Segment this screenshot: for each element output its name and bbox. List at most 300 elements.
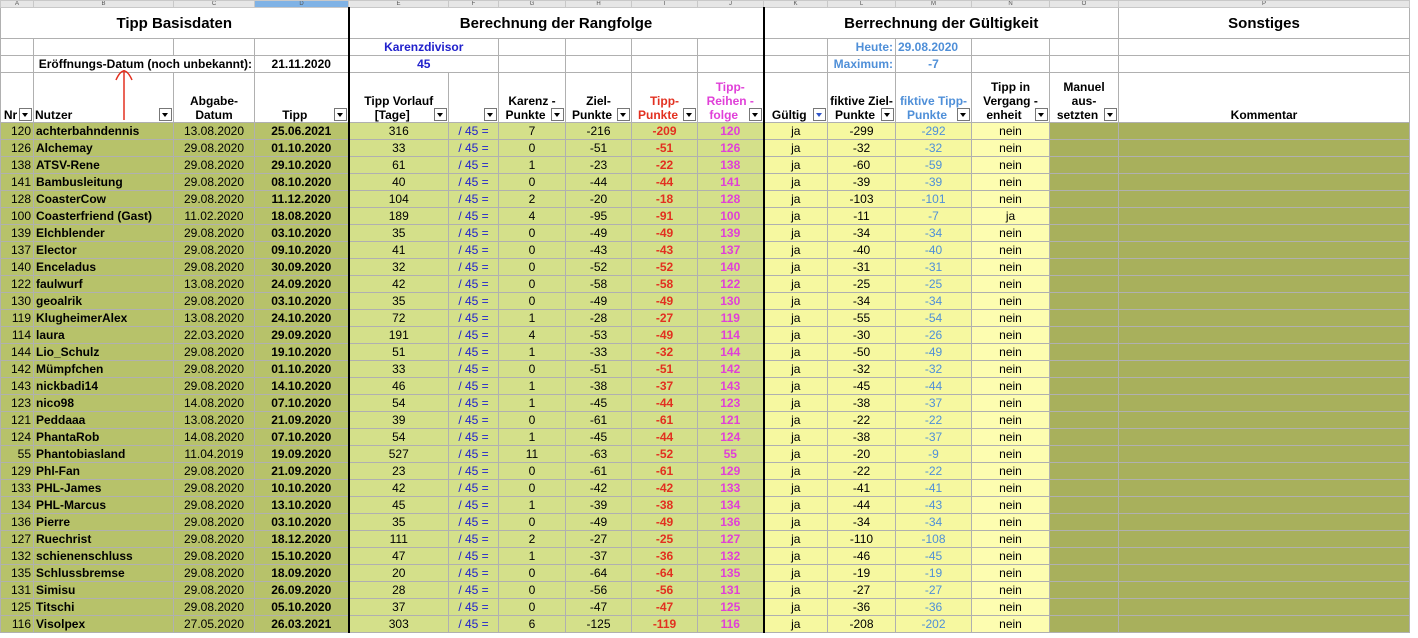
row-kommentar[interactable] bbox=[1119, 344, 1410, 361]
row-abgabe[interactable]: 13.08.2020 bbox=[174, 412, 255, 429]
row-manuel[interactable] bbox=[1050, 174, 1119, 191]
row-fiktive-tipp[interactable]: -292 bbox=[896, 123, 972, 140]
row-vorlauf[interactable]: 54 bbox=[349, 429, 449, 446]
row-ziel[interactable]: -20 bbox=[566, 191, 632, 208]
row-tipp[interactable]: 09.10.2020 bbox=[255, 242, 349, 259]
row-divisor[interactable]: / 45 = bbox=[449, 259, 499, 276]
row-tipp-punkte[interactable]: -49 bbox=[632, 514, 698, 531]
row-ziel[interactable]: -216 bbox=[566, 123, 632, 140]
row-divisor[interactable]: / 45 = bbox=[449, 548, 499, 565]
row-manuel[interactable] bbox=[1050, 225, 1119, 242]
row-fiktive-ziel[interactable]: -36 bbox=[828, 599, 896, 616]
row-nr[interactable]: 129 bbox=[1, 463, 34, 480]
row-fiktive-ziel[interactable]: -60 bbox=[828, 157, 896, 174]
row-kommentar[interactable] bbox=[1119, 446, 1410, 463]
row-karenz[interactable]: 1 bbox=[499, 157, 566, 174]
row-gueltig[interactable]: ja bbox=[764, 582, 828, 599]
row-karenz[interactable]: 1 bbox=[499, 429, 566, 446]
row-abgabe[interactable]: 29.08.2020 bbox=[174, 565, 255, 582]
row-tipp[interactable]: 10.10.2020 bbox=[255, 480, 349, 497]
row-vergangenheit[interactable]: nein bbox=[972, 327, 1050, 344]
row-tipp-punkte[interactable]: -25 bbox=[632, 531, 698, 548]
row-nr[interactable]: 134 bbox=[1, 497, 34, 514]
row-tipp-punkte[interactable]: -37 bbox=[632, 378, 698, 395]
row-nutzer[interactable]: Elector bbox=[34, 242, 174, 259]
row-fiktive-ziel[interactable]: -34 bbox=[828, 225, 896, 242]
row-tipp-punkte[interactable]: -49 bbox=[632, 327, 698, 344]
row-ziel[interactable]: -61 bbox=[566, 412, 632, 429]
row-nr[interactable]: 126 bbox=[1, 140, 34, 157]
row-karenz[interactable]: 0 bbox=[499, 582, 566, 599]
row-nr[interactable]: 116 bbox=[1, 616, 34, 633]
row-vorlauf[interactable]: 527 bbox=[349, 446, 449, 463]
row-fiktive-tipp[interactable]: -43 bbox=[896, 497, 972, 514]
row-fiktive-tipp[interactable]: -34 bbox=[896, 514, 972, 531]
filter-dropdown-icon[interactable] bbox=[957, 108, 970, 121]
row-ziel[interactable]: -63 bbox=[566, 446, 632, 463]
row-fiktive-ziel[interactable]: -46 bbox=[828, 548, 896, 565]
row-reihenfolge[interactable]: 100 bbox=[698, 208, 764, 225]
row-tipp-punkte[interactable]: -18 bbox=[632, 191, 698, 208]
table-row[interactable] bbox=[1, 225, 1410, 242]
column-letter[interactable]: I bbox=[632, 1, 698, 8]
row-kommentar[interactable] bbox=[1119, 599, 1410, 616]
filter-dropdown-icon[interactable] bbox=[19, 108, 32, 121]
row-nr[interactable]: 142 bbox=[1, 361, 34, 378]
row-tipp-punkte[interactable]: -51 bbox=[632, 140, 698, 157]
row-manuel[interactable] bbox=[1050, 463, 1119, 480]
row-divisor[interactable]: / 45 = bbox=[449, 395, 499, 412]
row-gueltig[interactable]: ja bbox=[764, 361, 828, 378]
row-tipp-punkte[interactable]: -43 bbox=[632, 242, 698, 259]
table-row[interactable] bbox=[1, 174, 1410, 191]
row-tipp[interactable]: 15.10.2020 bbox=[255, 548, 349, 565]
table-row[interactable] bbox=[1, 446, 1410, 463]
filter-dropdown-icon[interactable] bbox=[749, 108, 762, 121]
row-karenz[interactable]: 0 bbox=[499, 140, 566, 157]
row-kommentar[interactable] bbox=[1119, 361, 1410, 378]
row-vorlauf[interactable]: 47 bbox=[349, 548, 449, 565]
row-manuel[interactable] bbox=[1050, 616, 1119, 633]
row-fiktive-tipp[interactable]: -37 bbox=[896, 395, 972, 412]
row-vergangenheit[interactable]: nein bbox=[972, 123, 1050, 140]
table-row[interactable] bbox=[1, 378, 1410, 395]
row-tipp-punkte[interactable]: -61 bbox=[632, 412, 698, 429]
row-nutzer[interactable]: achterbahndennis bbox=[34, 123, 174, 140]
table-row[interactable] bbox=[1, 293, 1410, 310]
row-fiktive-ziel[interactable]: -55 bbox=[828, 310, 896, 327]
row-karenz[interactable]: 0 bbox=[499, 225, 566, 242]
table-row[interactable] bbox=[1, 361, 1410, 378]
row-ziel[interactable]: -56 bbox=[566, 582, 632, 599]
row-manuel[interactable] bbox=[1050, 548, 1119, 565]
row-kommentar[interactable] bbox=[1119, 174, 1410, 191]
row-abgabe[interactable]: 29.08.2020 bbox=[174, 293, 255, 310]
table-row[interactable] bbox=[1, 463, 1410, 480]
row-nutzer[interactable]: Lio_Schulz bbox=[34, 344, 174, 361]
row-nr[interactable]: 131 bbox=[1, 582, 34, 599]
row-kommentar[interactable] bbox=[1119, 531, 1410, 548]
row-abgabe[interactable]: 29.08.2020 bbox=[174, 497, 255, 514]
row-karenz[interactable]: 0 bbox=[499, 599, 566, 616]
row-tipp-punkte[interactable]: -91 bbox=[632, 208, 698, 225]
row-manuel[interactable] bbox=[1050, 293, 1119, 310]
row-gueltig[interactable]: ja bbox=[764, 480, 828, 497]
row-nr[interactable]: 119 bbox=[1, 310, 34, 327]
row-manuel[interactable] bbox=[1050, 514, 1119, 531]
column-letter[interactable]: N bbox=[972, 1, 1050, 8]
row-fiktive-ziel[interactable]: -110 bbox=[828, 531, 896, 548]
table-row[interactable] bbox=[1, 208, 1410, 225]
row-divisor[interactable]: / 45 = bbox=[449, 378, 499, 395]
row-vergangenheit[interactable]: nein bbox=[972, 293, 1050, 310]
row-divisor[interactable]: / 45 = bbox=[449, 361, 499, 378]
row-nutzer[interactable]: Schlussbremse bbox=[34, 565, 174, 582]
row-divisor[interactable]: / 45 = bbox=[449, 446, 499, 463]
row-fiktive-tipp[interactable]: -40 bbox=[896, 242, 972, 259]
row-ziel[interactable]: -33 bbox=[566, 344, 632, 361]
row-karenz[interactable]: 0 bbox=[499, 174, 566, 191]
row-tipp[interactable]: 08.10.2020 bbox=[255, 174, 349, 191]
row-reihenfolge[interactable]: 134 bbox=[698, 497, 764, 514]
row-fiktive-ziel[interactable]: -32 bbox=[828, 140, 896, 157]
row-gueltig[interactable]: ja bbox=[764, 446, 828, 463]
row-reihenfolge[interactable]: 55 bbox=[698, 446, 764, 463]
row-ziel[interactable]: -23 bbox=[566, 157, 632, 174]
row-vergangenheit[interactable]: nein bbox=[972, 565, 1050, 582]
row-gueltig[interactable]: ja bbox=[764, 293, 828, 310]
row-tipp[interactable]: 25.06.2021 bbox=[255, 123, 349, 140]
filter-dropdown-icon[interactable] bbox=[617, 108, 630, 121]
table-row[interactable] bbox=[1, 191, 1410, 208]
row-tipp-punkte[interactable]: -36 bbox=[632, 548, 698, 565]
row-vergangenheit[interactable]: nein bbox=[972, 174, 1050, 191]
row-fiktive-ziel[interactable]: -31 bbox=[828, 259, 896, 276]
row-abgabe[interactable]: 29.08.2020 bbox=[174, 361, 255, 378]
row-tipp-punkte[interactable]: -119 bbox=[632, 616, 698, 633]
column-letter[interactable]: L bbox=[828, 1, 896, 8]
row-tipp[interactable]: 19.10.2020 bbox=[255, 344, 349, 361]
row-karenz[interactable]: 1 bbox=[499, 497, 566, 514]
table-row[interactable] bbox=[1, 582, 1410, 599]
filter-dropdown-icon[interactable] bbox=[683, 108, 696, 121]
row-ziel[interactable]: -64 bbox=[566, 565, 632, 582]
row-gueltig[interactable]: ja bbox=[764, 242, 828, 259]
row-nr[interactable]: 120 bbox=[1, 123, 34, 140]
row-fiktive-ziel[interactable]: -39 bbox=[828, 174, 896, 191]
row-divisor[interactable]: / 45 = bbox=[449, 344, 499, 361]
row-gueltig[interactable]: ja bbox=[764, 531, 828, 548]
row-abgabe[interactable]: 29.08.2020 bbox=[174, 582, 255, 599]
eroeffnung-value[interactable]: 21.11.2020 bbox=[255, 56, 349, 73]
row-tipp-punkte[interactable]: -44 bbox=[632, 395, 698, 412]
row-ziel[interactable]: -47 bbox=[566, 599, 632, 616]
row-tipp-punkte[interactable]: -32 bbox=[632, 344, 698, 361]
row-gueltig[interactable]: ja bbox=[764, 412, 828, 429]
table-row[interactable] bbox=[1, 514, 1410, 531]
row-nr[interactable]: 136 bbox=[1, 514, 34, 531]
row-ziel[interactable]: -44 bbox=[566, 174, 632, 191]
table-row[interactable] bbox=[1, 565, 1410, 582]
row-vorlauf[interactable]: 41 bbox=[349, 242, 449, 259]
row-reihenfolge[interactable]: 124 bbox=[698, 429, 764, 446]
row-divisor[interactable]: / 45 = bbox=[449, 463, 499, 480]
row-fiktive-tipp[interactable]: -25 bbox=[896, 276, 972, 293]
row-manuel[interactable] bbox=[1050, 208, 1119, 225]
column-letter[interactable]: K bbox=[764, 1, 828, 8]
row-ziel[interactable]: -49 bbox=[566, 514, 632, 531]
row-nutzer[interactable]: Pierre bbox=[34, 514, 174, 531]
row-karenz[interactable]: 0 bbox=[499, 361, 566, 378]
row-vergangenheit[interactable]: nein bbox=[972, 582, 1050, 599]
row-abgabe[interactable]: 29.08.2020 bbox=[174, 157, 255, 174]
row-gueltig[interactable]: ja bbox=[764, 225, 828, 242]
row-nutzer[interactable]: Simisu bbox=[34, 582, 174, 599]
row-tipp[interactable]: 03.10.2020 bbox=[255, 514, 349, 531]
row-reihenfolge[interactable]: 123 bbox=[698, 395, 764, 412]
row-nutzer[interactable]: nico98 bbox=[34, 395, 174, 412]
row-karenz[interactable]: 1 bbox=[499, 344, 566, 361]
row-kommentar[interactable] bbox=[1119, 242, 1410, 259]
row-divisor[interactable]: / 45 = bbox=[449, 497, 499, 514]
row-fiktive-tipp[interactable]: -54 bbox=[896, 310, 972, 327]
row-nr[interactable]: 132 bbox=[1, 548, 34, 565]
row-reihenfolge[interactable]: 143 bbox=[698, 378, 764, 395]
row-vergangenheit[interactable]: nein bbox=[972, 191, 1050, 208]
row-ziel[interactable]: -49 bbox=[566, 225, 632, 242]
row-kommentar[interactable] bbox=[1119, 327, 1410, 344]
row-reihenfolge[interactable]: 129 bbox=[698, 463, 764, 480]
row-tipp[interactable]: 03.10.2020 bbox=[255, 293, 349, 310]
row-divisor[interactable]: / 45 = bbox=[449, 565, 499, 582]
row-vorlauf[interactable]: 23 bbox=[349, 463, 449, 480]
row-manuel[interactable] bbox=[1050, 378, 1119, 395]
row-abgabe[interactable]: 29.08.2020 bbox=[174, 259, 255, 276]
karenzdivisor-value[interactable]: 45 bbox=[349, 56, 499, 73]
row-divisor[interactable]: / 45 = bbox=[449, 293, 499, 310]
row-abgabe[interactable]: 29.08.2020 bbox=[174, 191, 255, 208]
row-divisor[interactable]: / 45 = bbox=[449, 191, 499, 208]
row-ziel[interactable]: -95 bbox=[566, 208, 632, 225]
row-vergangenheit[interactable]: nein bbox=[972, 157, 1050, 174]
row-fiktive-ziel[interactable]: -19 bbox=[828, 565, 896, 582]
row-gueltig[interactable]: ja bbox=[764, 463, 828, 480]
row-abgabe[interactable]: 29.08.2020 bbox=[174, 174, 255, 191]
table-row[interactable] bbox=[1, 429, 1410, 446]
row-tipp-punkte[interactable]: -22 bbox=[632, 157, 698, 174]
row-vergangenheit[interactable]: nein bbox=[972, 599, 1050, 616]
row-divisor[interactable]: / 45 = bbox=[449, 582, 499, 599]
row-divisor[interactable]: / 45 = bbox=[449, 174, 499, 191]
row-nutzer[interactable]: faulwurf bbox=[34, 276, 174, 293]
table-row[interactable] bbox=[1, 140, 1410, 157]
row-tipp[interactable]: 21.09.2020 bbox=[255, 463, 349, 480]
row-tipp-punkte[interactable]: -61 bbox=[632, 463, 698, 480]
table-row[interactable] bbox=[1, 548, 1410, 565]
row-manuel[interactable] bbox=[1050, 395, 1119, 412]
row-reihenfolge[interactable]: 137 bbox=[698, 242, 764, 259]
row-nutzer[interactable]: CoasterCow bbox=[34, 191, 174, 208]
row-fiktive-tipp[interactable]: -22 bbox=[896, 412, 972, 429]
row-nr[interactable]: 141 bbox=[1, 174, 34, 191]
row-abgabe[interactable]: 29.08.2020 bbox=[174, 514, 255, 531]
row-divisor[interactable]: / 45 = bbox=[449, 140, 499, 157]
row-karenz[interactable]: 4 bbox=[499, 327, 566, 344]
row-tipp[interactable]: 05.10.2020 bbox=[255, 599, 349, 616]
row-manuel[interactable] bbox=[1050, 242, 1119, 259]
row-tipp[interactable]: 19.09.2020 bbox=[255, 446, 349, 463]
table-row[interactable] bbox=[1, 497, 1410, 514]
row-karenz[interactable]: 1 bbox=[499, 548, 566, 565]
row-nutzer[interactable]: KlugheimerAlex bbox=[34, 310, 174, 327]
row-nutzer[interactable]: schienenschluss bbox=[34, 548, 174, 565]
row-tipp[interactable]: 29.09.2020 bbox=[255, 327, 349, 344]
table-row[interactable] bbox=[1, 276, 1410, 293]
row-abgabe[interactable]: 22.03.2020 bbox=[174, 327, 255, 344]
row-vorlauf[interactable]: 46 bbox=[349, 378, 449, 395]
filter-dropdown-icon[interactable] bbox=[484, 108, 497, 121]
row-karenz[interactable]: 0 bbox=[499, 242, 566, 259]
row-nutzer[interactable]: Visolpex bbox=[34, 616, 174, 633]
row-gueltig[interactable]: ja bbox=[764, 497, 828, 514]
row-vorlauf[interactable]: 40 bbox=[349, 174, 449, 191]
row-reihenfolge[interactable]: 144 bbox=[698, 344, 764, 361]
row-tipp[interactable]: 18.08.2020 bbox=[255, 208, 349, 225]
row-nutzer[interactable]: Bambusleitung bbox=[34, 174, 174, 191]
row-reihenfolge[interactable]: 119 bbox=[698, 310, 764, 327]
row-abgabe[interactable]: 29.08.2020 bbox=[174, 140, 255, 157]
row-vorlauf[interactable]: 303 bbox=[349, 616, 449, 633]
column-letter[interactable]: P bbox=[1119, 1, 1410, 8]
row-fiktive-tipp[interactable]: -31 bbox=[896, 259, 972, 276]
row-gueltig[interactable]: ja bbox=[764, 191, 828, 208]
row-tipp-punkte[interactable]: -44 bbox=[632, 174, 698, 191]
row-nutzer[interactable]: Mümpfchen bbox=[34, 361, 174, 378]
row-vorlauf[interactable]: 33 bbox=[349, 361, 449, 378]
row-abgabe[interactable]: 29.08.2020 bbox=[174, 599, 255, 616]
heute-value[interactable]: 29.08.2020 bbox=[896, 39, 972, 56]
row-vorlauf[interactable]: 35 bbox=[349, 225, 449, 242]
row-nutzer[interactable]: Alchemay bbox=[34, 140, 174, 157]
row-tipp[interactable]: 24.09.2020 bbox=[255, 276, 349, 293]
row-reihenfolge[interactable]: 135 bbox=[698, 565, 764, 582]
row-karenz[interactable]: 0 bbox=[499, 276, 566, 293]
table-row[interactable] bbox=[1, 157, 1410, 174]
row-kommentar[interactable] bbox=[1119, 565, 1410, 582]
row-fiktive-ziel[interactable]: -30 bbox=[828, 327, 896, 344]
row-fiktive-tipp[interactable]: -36 bbox=[896, 599, 972, 616]
row-nr[interactable]: 133 bbox=[1, 480, 34, 497]
row-manuel[interactable] bbox=[1050, 310, 1119, 327]
row-vergangenheit[interactable]: nein bbox=[972, 276, 1050, 293]
row-tipp[interactable]: 01.10.2020 bbox=[255, 140, 349, 157]
row-karenz[interactable]: 4 bbox=[499, 208, 566, 225]
row-kommentar[interactable] bbox=[1119, 157, 1410, 174]
row-ziel[interactable]: -125 bbox=[566, 616, 632, 633]
row-abgabe[interactable]: 29.08.2020 bbox=[174, 463, 255, 480]
row-abgabe[interactable]: 29.08.2020 bbox=[174, 344, 255, 361]
row-nutzer[interactable]: PhantaRob bbox=[34, 429, 174, 446]
row-nr[interactable]: 128 bbox=[1, 191, 34, 208]
row-manuel[interactable] bbox=[1050, 412, 1119, 429]
row-abgabe[interactable]: 11.04.2019 bbox=[174, 446, 255, 463]
row-abgabe[interactable]: 11.02.2020 bbox=[174, 208, 255, 225]
row-abgabe[interactable]: 29.08.2020 bbox=[174, 531, 255, 548]
row-kommentar[interactable] bbox=[1119, 140, 1410, 157]
row-fiktive-tipp[interactable]: -26 bbox=[896, 327, 972, 344]
filter-dropdown-icon[interactable] bbox=[881, 108, 894, 121]
row-vorlauf[interactable]: 45 bbox=[349, 497, 449, 514]
row-vergangenheit[interactable]: nein bbox=[972, 480, 1050, 497]
row-kommentar[interactable] bbox=[1119, 616, 1410, 633]
row-nutzer[interactable]: Ruechrist bbox=[34, 531, 174, 548]
row-divisor[interactable]: / 45 = bbox=[449, 412, 499, 429]
row-nutzer[interactable]: Titschi bbox=[34, 599, 174, 616]
row-nr[interactable]: 139 bbox=[1, 225, 34, 242]
column-letter[interactable]: G bbox=[499, 1, 566, 8]
row-divisor[interactable]: / 45 = bbox=[449, 531, 499, 548]
row-tipp-punkte[interactable]: -56 bbox=[632, 582, 698, 599]
row-vergangenheit[interactable]: nein bbox=[972, 531, 1050, 548]
row-vergangenheit[interactable]: nein bbox=[972, 429, 1050, 446]
row-manuel[interactable] bbox=[1050, 429, 1119, 446]
row-tipp-punkte[interactable]: -52 bbox=[632, 446, 698, 463]
row-reihenfolge[interactable]: 131 bbox=[698, 582, 764, 599]
row-gueltig[interactable]: ja bbox=[764, 208, 828, 225]
row-vergangenheit[interactable]: nein bbox=[972, 344, 1050, 361]
table-row[interactable] bbox=[1, 310, 1410, 327]
row-divisor[interactable]: / 45 = bbox=[449, 327, 499, 344]
row-ziel[interactable]: -43 bbox=[566, 242, 632, 259]
row-ziel[interactable]: -42 bbox=[566, 480, 632, 497]
row-tipp[interactable]: 18.12.2020 bbox=[255, 531, 349, 548]
row-fiktive-ziel[interactable]: -44 bbox=[828, 497, 896, 514]
row-fiktive-tipp[interactable]: -34 bbox=[896, 225, 972, 242]
row-vergangenheit[interactable]: nein bbox=[972, 412, 1050, 429]
row-vorlauf[interactable]: 72 bbox=[349, 310, 449, 327]
row-karenz[interactable]: 0 bbox=[499, 293, 566, 310]
row-fiktive-tipp[interactable]: -32 bbox=[896, 140, 972, 157]
row-tipp-punkte[interactable]: -64 bbox=[632, 565, 698, 582]
row-reihenfolge[interactable]: 138 bbox=[698, 157, 764, 174]
row-vorlauf[interactable]: 61 bbox=[349, 157, 449, 174]
row-manuel[interactable] bbox=[1050, 361, 1119, 378]
row-tipp-punkte[interactable]: -52 bbox=[632, 259, 698, 276]
row-manuel[interactable] bbox=[1050, 497, 1119, 514]
row-reihenfolge[interactable]: 122 bbox=[698, 276, 764, 293]
row-vorlauf[interactable]: 37 bbox=[349, 599, 449, 616]
row-nr[interactable]: 123 bbox=[1, 395, 34, 412]
row-nutzer[interactable]: Phl-Fan bbox=[34, 463, 174, 480]
row-gueltig[interactable]: ja bbox=[764, 140, 828, 157]
row-tipp[interactable]: 18.09.2020 bbox=[255, 565, 349, 582]
filter-dropdown-icon[interactable] bbox=[1104, 108, 1117, 121]
row-abgabe[interactable]: 13.08.2020 bbox=[174, 310, 255, 327]
row-kommentar[interactable] bbox=[1119, 225, 1410, 242]
row-divisor[interactable]: / 45 = bbox=[449, 157, 499, 174]
row-tipp[interactable]: 03.10.2020 bbox=[255, 225, 349, 242]
row-karenz[interactable]: 0 bbox=[499, 514, 566, 531]
row-vergangenheit[interactable]: nein bbox=[972, 225, 1050, 242]
row-divisor[interactable]: / 45 = bbox=[449, 599, 499, 616]
row-vorlauf[interactable]: 35 bbox=[349, 293, 449, 310]
row-gueltig[interactable]: ja bbox=[764, 259, 828, 276]
row-manuel[interactable] bbox=[1050, 276, 1119, 293]
row-vergangenheit[interactable]: nein bbox=[972, 378, 1050, 395]
row-nutzer[interactable]: nickbadi14 bbox=[34, 378, 174, 395]
column-letter[interactable]: O bbox=[1050, 1, 1119, 8]
row-kommentar[interactable] bbox=[1119, 276, 1410, 293]
